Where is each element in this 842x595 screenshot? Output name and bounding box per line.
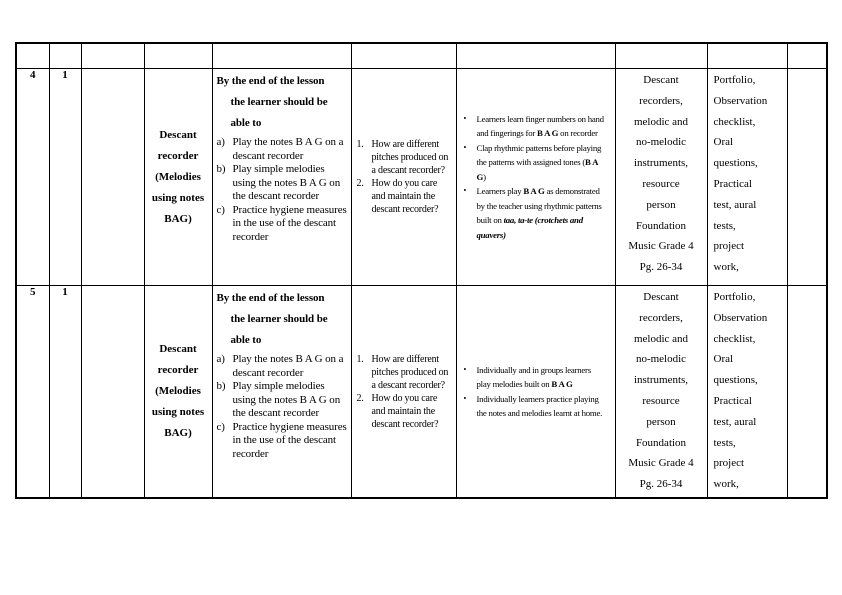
text-line: test, aural xyxy=(713,198,757,211)
text-line: recorder xyxy=(157,149,199,162)
objectives-heading xyxy=(217,288,348,351)
text-line: BAG) xyxy=(164,212,192,225)
text-line: work, xyxy=(713,261,739,274)
objectives-cell xyxy=(212,286,351,499)
text-line: Descant xyxy=(643,291,679,303)
list-item: 1. How are different pitches produced on a descant recorder? xyxy=(356,139,449,176)
header-cell xyxy=(456,43,615,69)
text-line: melodic and xyxy=(633,332,689,345)
list-item: b) Play simple melodies using the notes B A G on the descant recorder xyxy=(216,380,341,419)
text-line: recorders, xyxy=(639,311,683,324)
bullet-item: • Clap rhythmic patterns before playing the patterns with assigned tones (B A G) xyxy=(464,141,606,185)
text-line: recorders, xyxy=(639,94,683,107)
inquiry-questions-cell xyxy=(351,286,456,499)
text-line: able to xyxy=(230,117,262,129)
text-line: person xyxy=(646,198,676,211)
header-cell xyxy=(787,43,827,69)
header-cell xyxy=(212,43,351,69)
text-line: Foundation xyxy=(635,436,687,449)
text-line: resource xyxy=(642,177,680,190)
bullet-icon: • xyxy=(463,393,467,403)
text-line: work, xyxy=(713,478,739,491)
bullet-item: • Learners learn finger numbers on hand and fingerings for B A G on recorder xyxy=(464,112,606,141)
text-line: Descant xyxy=(643,74,679,86)
text-line: Music Grade 4 xyxy=(628,240,694,253)
text-line: using notes xyxy=(151,406,205,418)
list-item: b) Play simple melodies using the notes B A G on the descant recorder xyxy=(216,163,341,202)
text-line: resource xyxy=(642,394,680,407)
text-line: the learner should be xyxy=(230,96,328,108)
text-line: Practical xyxy=(713,394,752,407)
week-cell: 4 xyxy=(16,69,49,286)
objectives-heading xyxy=(217,71,348,134)
header-cell xyxy=(615,43,707,69)
text-line: Practical xyxy=(713,177,752,190)
assessment-cell xyxy=(707,286,787,499)
text-line: questions, xyxy=(713,157,758,170)
text-line: recorder xyxy=(157,364,199,376)
topic-text xyxy=(145,339,212,444)
text-line: Descant xyxy=(159,128,197,141)
topic-cell xyxy=(144,286,212,499)
resources-text xyxy=(616,287,707,495)
bullet-icon: • xyxy=(463,113,467,123)
text-line: Oral xyxy=(713,353,734,366)
text-line: test, aural xyxy=(713,415,757,428)
text-line: Music Grade 4 xyxy=(628,457,694,470)
bullet-icon: • xyxy=(463,364,467,374)
header-cell xyxy=(351,43,456,69)
text-line: Portfolio, xyxy=(713,291,756,303)
assessment-text xyxy=(714,70,785,278)
week-cell: 5 xyxy=(16,286,49,499)
text-line: By the end of the lesson xyxy=(216,75,325,87)
list-item: 2. How do you care and maintain the descant recorder? xyxy=(356,392,439,430)
header-cell xyxy=(707,43,787,69)
learning-experiences-cell xyxy=(456,286,615,499)
text-line: Oral xyxy=(713,136,734,149)
list-item: a) Play the notes B A G on a descant recorder xyxy=(216,136,344,162)
text-line: tests, xyxy=(713,436,736,449)
text-line: no-melodic xyxy=(635,136,687,149)
inquiry-questions-list xyxy=(357,138,453,216)
text-line: Pg. 26-34 xyxy=(639,478,683,491)
learning-experiences-list xyxy=(464,363,606,421)
text-line: Pg. 26-34 xyxy=(639,261,683,274)
header-cell xyxy=(144,43,212,69)
header-cell xyxy=(81,43,144,69)
text-line: person xyxy=(646,415,676,428)
objectives-list xyxy=(217,353,348,461)
text-line: instruments, xyxy=(633,374,689,387)
inquiry-questions-cell xyxy=(351,69,456,286)
bullet-icon: • xyxy=(463,142,467,152)
list-item: c) Practice hygiene measures in the use of the descant recorder xyxy=(216,420,347,460)
topic-text xyxy=(145,125,212,230)
list-item: 1. How are different pitches produced on a descant recorder? xyxy=(356,353,449,391)
text-line: checklist, xyxy=(713,332,756,345)
strand-cell xyxy=(81,69,144,286)
objectives-list xyxy=(217,136,348,244)
list-item: 2. How do you care and maintain the descant recorder? xyxy=(356,178,439,215)
lesson-cell: 1 xyxy=(49,69,81,286)
text-line: using notes xyxy=(151,191,205,204)
bullet-item: • Individually learners practice playing the notes and melodies learnt at home. xyxy=(464,392,606,421)
text-line: Foundation xyxy=(635,219,687,232)
remarks-cell xyxy=(787,286,827,499)
text-line: Portfolio, xyxy=(713,74,756,86)
assessment-cell xyxy=(707,69,787,286)
text-line: (Melodies xyxy=(155,385,201,397)
learning-experiences-list xyxy=(464,112,606,243)
text-line: Descant xyxy=(159,343,197,355)
assessment-text xyxy=(714,287,785,495)
text-line: Observation xyxy=(713,311,768,324)
objectives-cell xyxy=(212,69,351,286)
bullet-icon: • xyxy=(463,186,467,196)
bullet-item: • Individually and in groups learners play melodies built on B A G xyxy=(464,363,606,392)
text-line: (Melodies xyxy=(155,170,201,183)
text-line: instruments, xyxy=(633,157,689,170)
bullet-item: • Learners play B A G as demonstrated by the teacher using rhythmic patterns built on taa, ta-te (crotchets and quavers) xyxy=(464,184,606,242)
resources-cell xyxy=(615,69,707,286)
table-row-week4 xyxy=(16,69,827,286)
resources-cell xyxy=(615,286,707,499)
list-item: a) Play the notes B A G on a descant recorder xyxy=(216,353,344,379)
text-line: Observation xyxy=(713,94,768,107)
text-line: questions, xyxy=(713,374,758,387)
text-line: project xyxy=(713,240,745,253)
text-line: no-melodic xyxy=(635,353,687,366)
text-line: checklist, xyxy=(713,115,756,128)
remarks-cell xyxy=(787,69,827,286)
text-line: BAG) xyxy=(164,427,192,439)
text-line: the learner should be xyxy=(230,313,328,325)
header-row xyxy=(16,43,827,69)
header-cell xyxy=(49,43,81,69)
lesson-cell: 1 xyxy=(49,286,81,499)
text-line: melodic and xyxy=(633,115,689,128)
resources-text xyxy=(616,70,707,278)
header-cell xyxy=(16,43,49,69)
scheme-of-work-table xyxy=(15,42,828,499)
table-row-week5 xyxy=(16,286,827,499)
strand-cell xyxy=(81,286,144,499)
text-line: able to xyxy=(230,334,262,346)
text-line: project xyxy=(713,457,745,470)
topic-cell xyxy=(144,69,212,286)
inquiry-questions-list xyxy=(357,353,453,431)
learning-experiences-cell xyxy=(456,69,615,286)
list-item: c) Practice hygiene measures in the use of the descant recorder xyxy=(216,203,347,243)
text-line: tests, xyxy=(713,219,736,232)
text-line: By the end of the lesson xyxy=(216,292,325,304)
